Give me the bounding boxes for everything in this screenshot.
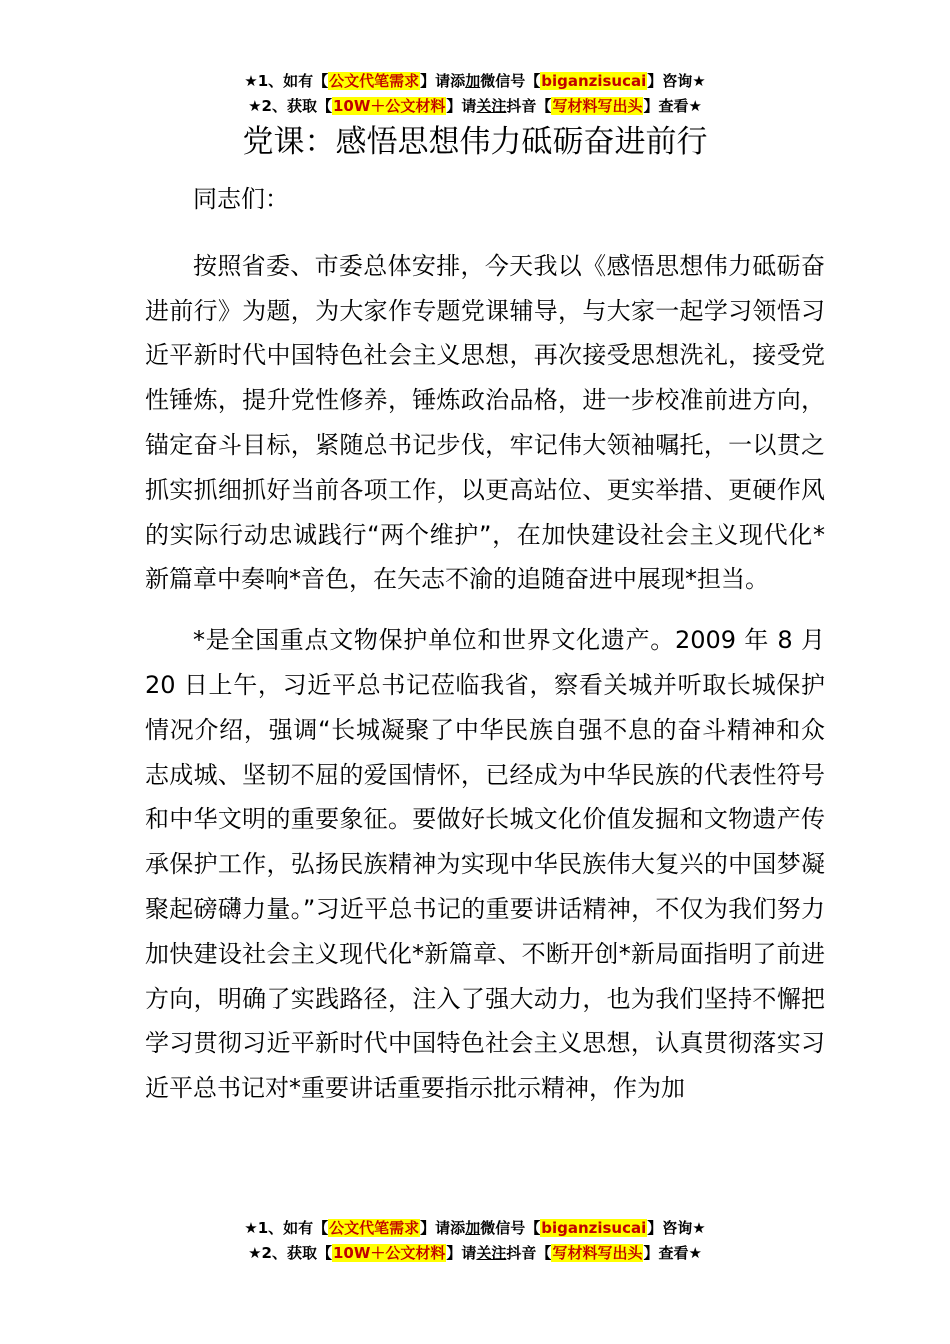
banner-line-1: ★1、如有【公文代笔需求】请添加微信号【biganzisucai】咨询★: [244, 1219, 706, 1237]
paragraph-2: *是全国重点文物保护单位和世界文化遗产。2009 年 8 月 20 日上午，习近平总书记莅临我省，察看关城并听取长城保护情况介绍，强调“长城凝聚了中华民族自强不息的奋斗精神和众志成城、坚韧不屈的爱国情怀，已经成为中华民族的代表性符号和中华文明的重要象征。要做好长城文化价值发掘和文物遗产传承保护工作，弘扬民族精神为实现中华民族伟大复兴的中国梦凝聚起磅礴力量。”习近平总书记的重要讲话精神，不仅为我们努力加快建设社会主义现代化*新篇章、不断开创*新局面指明了前进方向，明确了实践路径，注入了强大动力，也为我们坚持不懈把学习贯彻习近平新时代中国特色社会主义思想，认真贯彻落实习近平总书记对*重要讲话重要指示批示精神，作为加: [145, 626, 825, 1103]
greeting: 同志们：: [193, 185, 289, 213]
banner-line-2: ★2、获取【10W＋公文材料】请关注抖音【写材料写出头】查看★: [248, 1244, 702, 1262]
banner-highlight: biganzisucai: [541, 1219, 647, 1237]
banner-highlight: 10W＋公文材料: [332, 97, 446, 115]
document-body: [145, 177, 825, 1111]
banner-highlight: 公文代笔需求: [329, 72, 420, 90]
banner-highlight: 写材料写出头: [552, 1244, 643, 1262]
document-title: 党课：感悟思想伟力砥砺奋进前行: [242, 124, 708, 160]
banner-highlight: 公文代笔需求: [329, 1219, 420, 1237]
banner-highlight: 写材料写出头: [552, 97, 643, 115]
banner-highlight: 10W＋公文材料: [332, 1244, 446, 1262]
paragraph-1: 按照省委、市委总体安排，今天我以《感悟思想伟力砥砺奋进前行》为题，为大家作专题党课辅导，与大家一起学习领悟习近平新时代中国特色社会主义思想，再次接受思想洗礼，接受党性锤炼，提升党性修养，锤炼政治品格，进一步校准前进方向，锚定奋斗目标，紧随总书记步伐，牢记伟大领袖嘱托，一以贯之抓实抓细抓好当前各项工作，以更高站位、更实举措、更硬作风的实际行动忠诚践行“两个维护”，在加快建设社会主义现代化*新篇章中奏响*音色，在矢志不渝的追随奋进中展现*担当。: [145, 251, 825, 594]
header-banner: [0, 69, 950, 119]
banner-line-1: ★1、如有【公文代笔需求】请添加微信号【biganzisucai】咨询★: [244, 72, 706, 90]
footer-banner: [0, 1216, 950, 1266]
banner-highlight: biganzisucai: [541, 72, 647, 90]
banner-line-2: ★2、获取【10W＋公文材料】请关注抖音【写材料写出头】查看★: [248, 97, 702, 115]
